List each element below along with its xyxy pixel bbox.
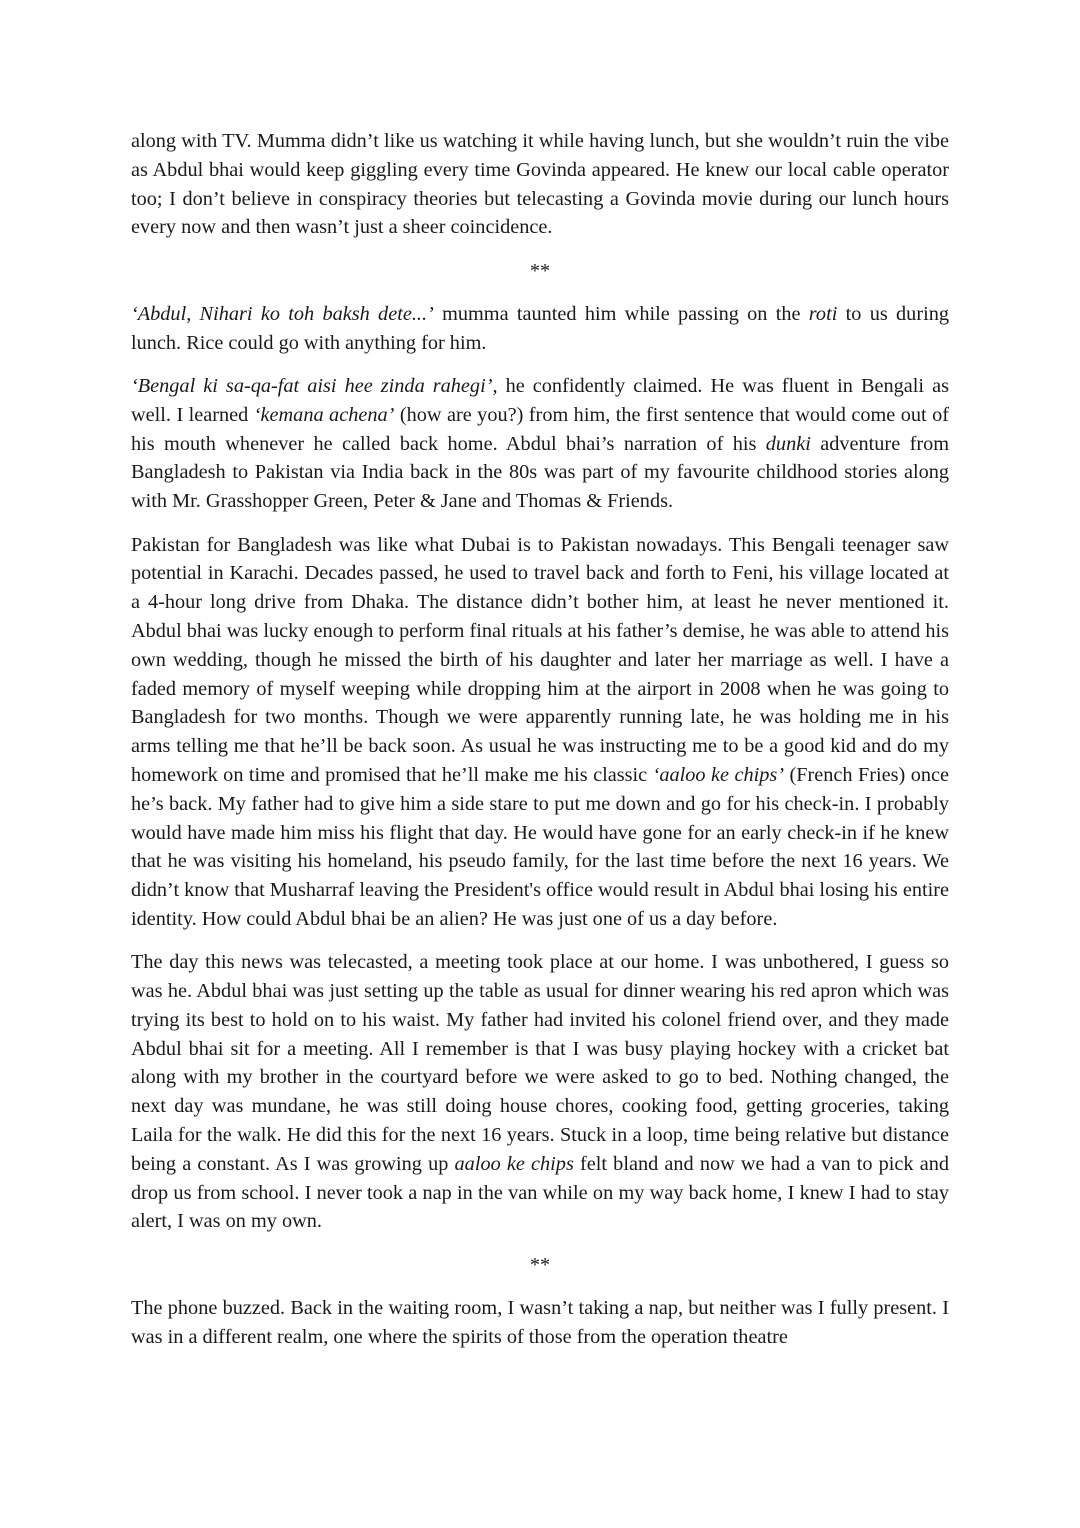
text-span: (how are you?) from him, the first sentence that would come out of his mouth whenever he called back home. Abdul bhai’s narration of his	[131, 403, 950, 455]
document-page	[131, 127, 949, 1352]
text-span: he confidently claimed. He was fluent in Bengali as well. I learned	[131, 375, 949, 426]
section-separator: **	[529, 259, 551, 282]
italic-aaloo-chips: aaloo ke chips	[454, 1152, 574, 1175]
text-span: adventure from Bangladesh to Pakistan via India back in the 80s was part of my favourite childhood stories along with Mr. Grasshopper Green, Peter & Jane and Thomas & Friends.	[131, 432, 950, 513]
italic-word-dunki: dunki	[765, 432, 811, 455]
paragraph-phone-buzzed: The phone buzzed. Back in the waiting room, I wasn’t taking a nap, but neither was I fully present. I was in a different realm, one where the spirits of those from the operation theatre	[131, 1296, 949, 1348]
paragraph-pakistan-bangladesh	[131, 531, 949, 934]
text-span: to us during lunch. Rice could go with anything for him.	[131, 302, 949, 354]
italic-quote-bengal: ‘Bengal ki sa-qa-fat aisi hee zinda rahegi’,	[131, 375, 498, 398]
paragraph-bengal	[131, 372, 949, 516]
text-span: mumma taunted him while passing on the	[433, 302, 809, 325]
text-span: Pakistan for Bangladesh was like what Dubai is to Pakistan nowadays. This Bengali teenager saw potential in Karachi. Decades passed, he used to travel back and forth to Feni, his village located at a 4-hour long drive from Dhaka. The distance didn’t bother him, at least he never mentioned it. Abdul bhai was lucky enough to perform final rituals at his father’s demise, he was able to attend his own wedding, though he missed the birth of his daughter and later her marriage as well. I have a faded memory of myself weeping while dropping him at the airport in 2008 when he was going to Bangladesh for two months. Though we were apparently running late, he was holding me in his arms telling me that he’ll be back soon. As usual he was instructing me to be a good kid and do my homework on time and promised that he’ll make me his classic	[131, 533, 949, 786]
italic-quote-kemana: ‘kemana achena’	[253, 403, 395, 426]
text-span: (French Fries) once he’s back. My father had to give him a side stare to put me down and go for his check-in. I probably would have made him miss his flight that day. He would have gone for an early check-in if he knew that he was visiting his homeland, his pseudo family, for the last time before the next 16 years. We didn’t know that Musharraf leaving the President's office would result in Abdul bhai losing his entire identity. How could Abdul bhai be an alien? He was just one of us a day before.	[131, 763, 949, 930]
paragraph-nihari	[131, 300, 949, 358]
text-span: felt bland and now we had a van to pick and drop us from school. I never took a nap in the van while on my way back home, I knew I had to stay alert, I was on my own.	[131, 1152, 950, 1233]
text-span: The day this news was telecasted, a meeting took place at our home. I was unbothered, I guess so was he. Abdul bhai was just setting up the table as usual for dinner wearing his red apron which was trying its best to hold on to his waist. My father had invited his colonel friend over, and they made Abdul bhai sit for a meeting. All I remember is that I was busy playing hockey with a cricket bat along with my brother in the courtyard before we were asked to go to bed. Nothing changed, the next day was mundane, he was still doing house chores, cooking food, getting groceries, taking Laila for the walk. He did this for the next 16 years. Stuck in a loop, time being relative but distance being a constant. As I was growing up	[131, 951, 949, 1175]
section-separator: **	[529, 1253, 551, 1276]
paragraph-tv-lunch: along with TV. Mumma didn’t like us watching it while having lunch, but she wouldn’t ruin the vibe as Abdul bhai would keep giggling every time Govinda appeared. He knew our local cable operator too; I don’t believe in conspiracy theories but telecasting a Govinda movie during our lunch hours every now and then wasn’t just a sheer coincidence.	[131, 130, 949, 239]
paragraph-meeting	[131, 948, 949, 1236]
italic-quote-nihari: ‘Abdul, Nihari ko toh baksh dete...’	[131, 302, 434, 325]
italic-quote-aaloo: ‘aaloo ke chips’	[652, 763, 785, 786]
italic-word-roti: roti	[808, 302, 838, 325]
